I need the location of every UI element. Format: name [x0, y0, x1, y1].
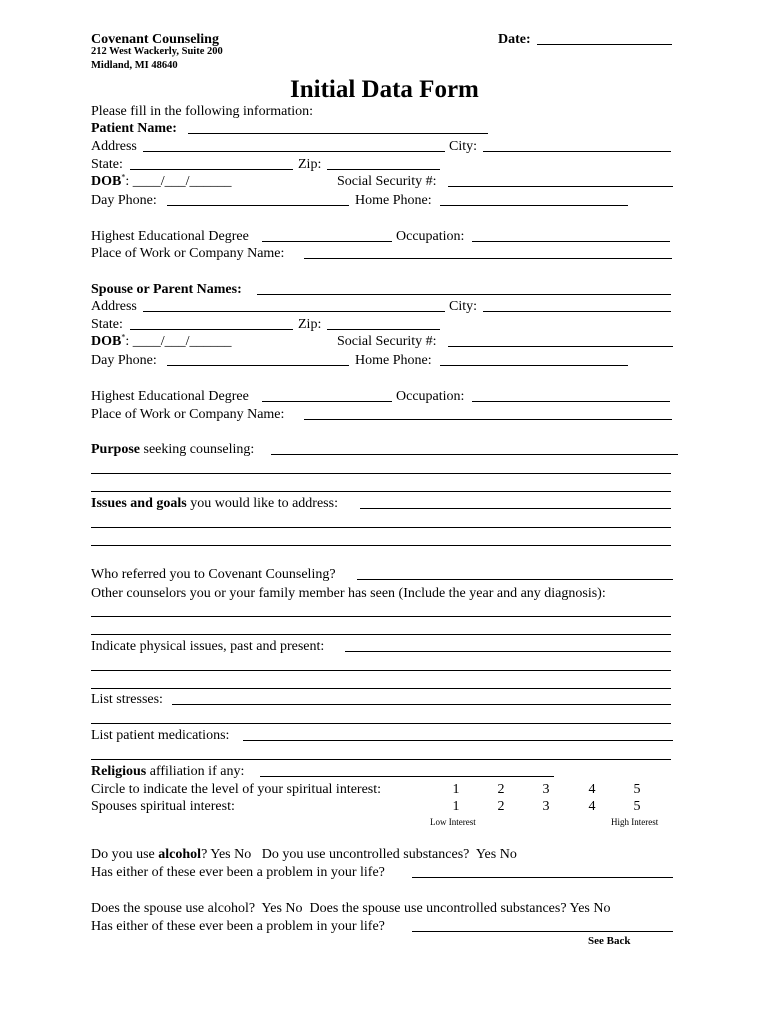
problem-question: Has either of these ever been a problem in your life?	[91, 865, 385, 880]
spouse-city-label: City:	[449, 299, 478, 314]
spouse-scale-3[interactable]: 3	[542, 799, 550, 814]
spouse-ssn-field[interactable]	[448, 346, 673, 347]
spouse-name-label: Spouse or Parent Names:	[91, 282, 242, 297]
org-address-line2: Midland, MI 48640	[91, 60, 178, 71]
spouse-workplace-field[interactable]	[304, 419, 672, 420]
problem-field[interactable]	[412, 877, 673, 878]
patient-ssn-label: Social Security #:	[337, 174, 437, 189]
purpose-label: Purpose seeking counseling:	[91, 442, 255, 457]
issues-line-2[interactable]	[91, 527, 671, 528]
patient-workplace-field[interactable]	[304, 258, 672, 259]
patient-address-field[interactable]	[143, 151, 445, 152]
patient-home-phone-label: Home Phone:	[355, 193, 432, 208]
patient-name-label: Patient Name:	[91, 121, 177, 136]
spouse-state-label: State:	[91, 317, 123, 332]
spouse-city-field[interactable]	[483, 311, 671, 312]
patient-dob[interactable]: DOB*: ____/___/______	[91, 172, 232, 189]
patient-workplace-label: Place of Work or Company Name:	[91, 246, 285, 261]
medications-label: List patient medications:	[91, 728, 230, 743]
spouse-name-field[interactable]	[257, 294, 671, 295]
spouse-dob[interactable]: DOB*: ____/___/______	[91, 332, 232, 349]
medications-field[interactable]	[243, 740, 673, 741]
patient-zip-label: Zip:	[298, 157, 322, 172]
patient-ssn-field[interactable]	[448, 186, 673, 187]
patient-city-field[interactable]	[483, 151, 671, 152]
physical-line-2[interactable]	[91, 670, 671, 671]
issues-goals-field[interactable]	[360, 508, 671, 509]
stresses-label: List stresses:	[91, 692, 163, 707]
spouse-address-label: Address	[91, 299, 137, 314]
referred-field[interactable]	[357, 579, 673, 580]
spiritual-interest-label: Circle to indicate the level of your spiritual interest:	[91, 782, 382, 797]
date-label: Date:	[498, 32, 531, 47]
spouse-home-phone-label: Home Phone:	[355, 353, 432, 368]
spouse-spiritual-label: Spouses spiritual interest:	[91, 799, 235, 814]
patient-state-field[interactable]	[130, 169, 293, 170]
patient-zip-field[interactable]	[327, 169, 440, 170]
spouse-day-phone-label: Day Phone:	[91, 353, 157, 368]
self-scale-1[interactable]: 1	[452, 782, 460, 797]
problem-field-2[interactable]	[412, 931, 673, 932]
org-address-line1: 212 West Wackerly, Suite 200	[91, 46, 223, 57]
spouse-state-field[interactable]	[130, 329, 293, 330]
religious-field[interactable]	[260, 776, 554, 777]
other-counselors-line-1[interactable]	[91, 616, 671, 617]
spouse-workplace-label: Place of Work or Company Name:	[91, 407, 285, 422]
alcohol-question[interactable]: Do you use alcohol? Yes No Do you use uncontrolled substances? Yes No	[91, 847, 517, 862]
spouse-education-field[interactable]	[262, 401, 392, 402]
physical-line-3[interactable]	[91, 688, 671, 689]
purpose-line-3[interactable]	[91, 491, 671, 492]
low-interest-caption: Low Interest	[430, 817, 476, 827]
spouse-address-field[interactable]	[143, 311, 445, 312]
physical-issues-label: Indicate physical issues, past and present:	[91, 639, 325, 654]
purpose-field[interactable]	[271, 454, 678, 455]
patient-day-phone-label: Day Phone:	[91, 193, 157, 208]
spouse-day-phone-field[interactable]	[167, 365, 349, 366]
spouse-education-label: Highest Educational Degree	[91, 389, 249, 404]
issues-goals-label: Issues and goals you would like to address:	[91, 496, 338, 511]
religious-label: Religious affiliation if any:	[91, 764, 245, 779]
spouse-ssn-label: Social Security #:	[337, 334, 437, 349]
spouse-home-phone-field[interactable]	[440, 365, 628, 366]
purpose-line-2[interactable]	[91, 473, 671, 474]
spouse-scale-5[interactable]: 5	[633, 799, 641, 814]
stresses-line-2[interactable]	[91, 723, 671, 724]
self-scale-3[interactable]: 3	[542, 782, 550, 797]
spouse-alcohol-question[interactable]: Does the spouse use alcohol? Yes No Does the spouse use uncontrolled substances? Yes No	[91, 901, 611, 916]
patient-name-field[interactable]	[188, 133, 488, 134]
spouse-scale-1[interactable]: 1	[452, 799, 460, 814]
spouse-zip-label: Zip:	[298, 317, 322, 332]
page-title: Initial Data Form	[290, 76, 479, 103]
spouse-scale-4[interactable]: 4	[588, 799, 596, 814]
other-counselors-label: Other counselors you or your family member has seen (Include the year and any diagnosis):	[91, 586, 606, 601]
date-field[interactable]	[537, 44, 672, 45]
physical-issues-field[interactable]	[345, 651, 671, 652]
patient-address-label: Address	[91, 139, 137, 154]
spouse-occupation-label: Occupation:	[396, 389, 465, 404]
issues-line-3[interactable]	[91, 545, 671, 546]
self-scale-2[interactable]: 2	[497, 782, 505, 797]
high-interest-caption: High Interest	[611, 817, 659, 827]
patient-occupation-label: Occupation:	[396, 229, 465, 244]
spouse-occupation-field[interactable]	[472, 401, 670, 402]
see-back-note: See Back	[588, 935, 631, 947]
referred-label: Who referred you to Covenant Counseling?	[91, 567, 336, 582]
patient-occupation-field[interactable]	[472, 241, 670, 242]
patient-home-phone-field[interactable]	[440, 205, 628, 206]
patient-education-field[interactable]	[262, 241, 392, 242]
patient-day-phone-field[interactable]	[167, 205, 349, 206]
self-scale-5[interactable]: 5	[633, 782, 641, 797]
org-name: Covenant Counseling	[91, 32, 219, 47]
problem-question-2: Has either of these ever been a problem in your life?	[91, 919, 385, 934]
medications-line-2[interactable]	[91, 759, 671, 760]
patient-state-label: State:	[91, 157, 123, 172]
other-counselors-line-2[interactable]	[91, 634, 671, 635]
patient-city-label: City:	[449, 139, 478, 154]
spouse-scale-2[interactable]: 2	[497, 799, 505, 814]
self-scale-4[interactable]: 4	[588, 782, 596, 797]
stresses-field[interactable]	[172, 704, 671, 705]
spouse-zip-field[interactable]	[327, 329, 440, 330]
patient-education-label: Highest Educational Degree	[91, 229, 249, 244]
instructions: Please fill in the following information:	[91, 104, 314, 119]
